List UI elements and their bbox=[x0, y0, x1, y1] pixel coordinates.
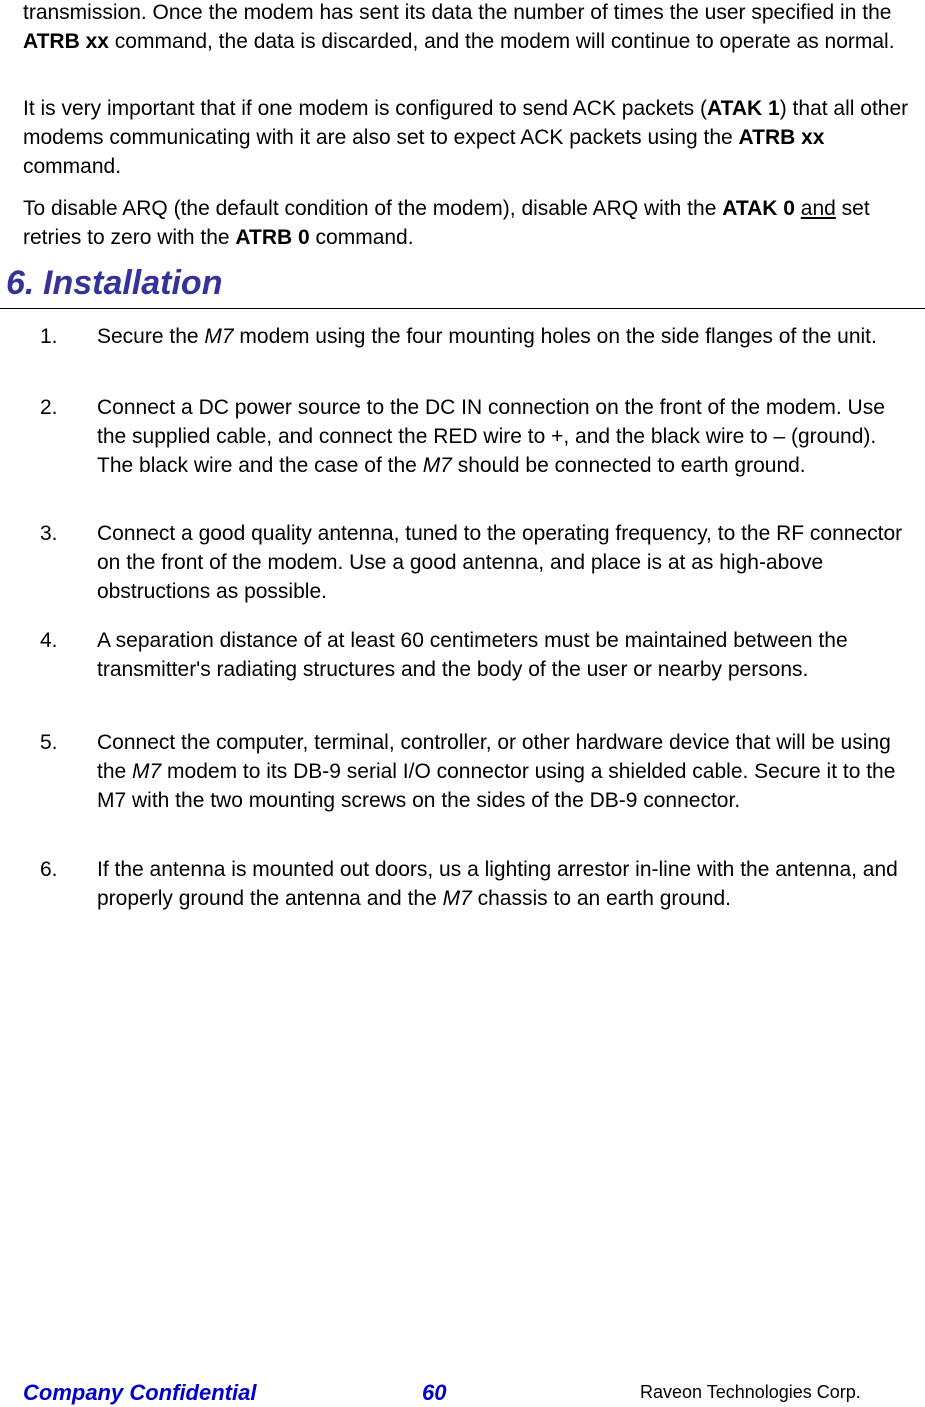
command-text: ATRB xx bbox=[738, 126, 825, 149]
underlined-text: and bbox=[800, 197, 836, 220]
list-item-number: 1. bbox=[40, 325, 58, 348]
command-text: ATRB xx bbox=[23, 30, 109, 53]
command-text: ATAK 0 bbox=[722, 197, 795, 220]
footer-company: Raveon Technologies Corp. bbox=[640, 1382, 861, 1402]
section-number: 6. bbox=[6, 264, 35, 302]
list-item-text: A separation distance of at least 60 centimeters must be maintained between the transmitter's radiating structures and the body of the user or nearby persons. bbox=[97, 629, 848, 681]
list-item-number: 6. bbox=[40, 858, 58, 881]
text-run: set retries to zero with the bbox=[23, 197, 870, 249]
list-item-text: Connect the computer, terminal, controller, or other hardware device that will be using the M7 modem to its DB-9 serial I/O connector using a shielded cable. Secure it to the M7 with the two mounting screws on the sides of the DB-9 connector. bbox=[97, 731, 896, 812]
text-run: transmission. Once the modem has sent its data the number of times the user specified in the bbox=[23, 1, 892, 24]
text-run: It is very important that if one modem is configured to send ACK packets ( bbox=[23, 97, 707, 120]
command-text: ATRB 0 bbox=[235, 226, 310, 249]
text-run: command. bbox=[23, 155, 122, 178]
text-run: command, the data is discarded, and the modem will continue to operate as normal. bbox=[108, 30, 895, 53]
intro-paragraph-2 bbox=[23, 94, 918, 181]
page-number: 60 bbox=[422, 1380, 447, 1405]
list-item-text: Connect a DC power source to the DC IN connection on the front of the modem. Use the supplied cable, and connect the RED wire to +, and the black wire to – (ground). The black wire and the case of the M7 should be connected to earth ground. bbox=[97, 396, 885, 477]
list-item-text: Secure the M7 modem using the four mounting holes on the side flanges of the unit. bbox=[97, 325, 877, 348]
list-item-number: 4. bbox=[40, 629, 58, 652]
heading-divider bbox=[0, 308, 925, 309]
list-item-number: 5. bbox=[40, 731, 58, 754]
intro-paragraph-1 bbox=[23, 0, 918, 56]
list-item-number: 2. bbox=[40, 396, 58, 419]
intro-paragraph-3 bbox=[23, 194, 918, 252]
list-item-number: 3. bbox=[40, 522, 58, 545]
section-heading bbox=[6, 262, 222, 304]
list-item-text: If the antenna is mounted out doors, us a lighting arrestor in-line with the antenna, and properly ground the antenna and the M7 chassis to an earth ground. bbox=[97, 858, 898, 910]
text-run: command. bbox=[309, 226, 414, 249]
list-item-text: Connect a good quality antenna, tuned to the operating frequency, to the RF connector on the front of the modem. Use a good antenna, and place is at as high-above obstructions as possible. bbox=[97, 522, 903, 603]
section-title: Installation bbox=[43, 264, 223, 302]
command-text: ATAK 1 bbox=[707, 97, 780, 120]
text-run: ) that all other modems communicating with it are also set to expect ACK packets using the bbox=[23, 97, 909, 149]
footer-confidential: Company Confidential bbox=[23, 1380, 257, 1405]
text-run: To disable ARQ (the default condition of the modem), disable ARQ with the bbox=[23, 197, 723, 220]
